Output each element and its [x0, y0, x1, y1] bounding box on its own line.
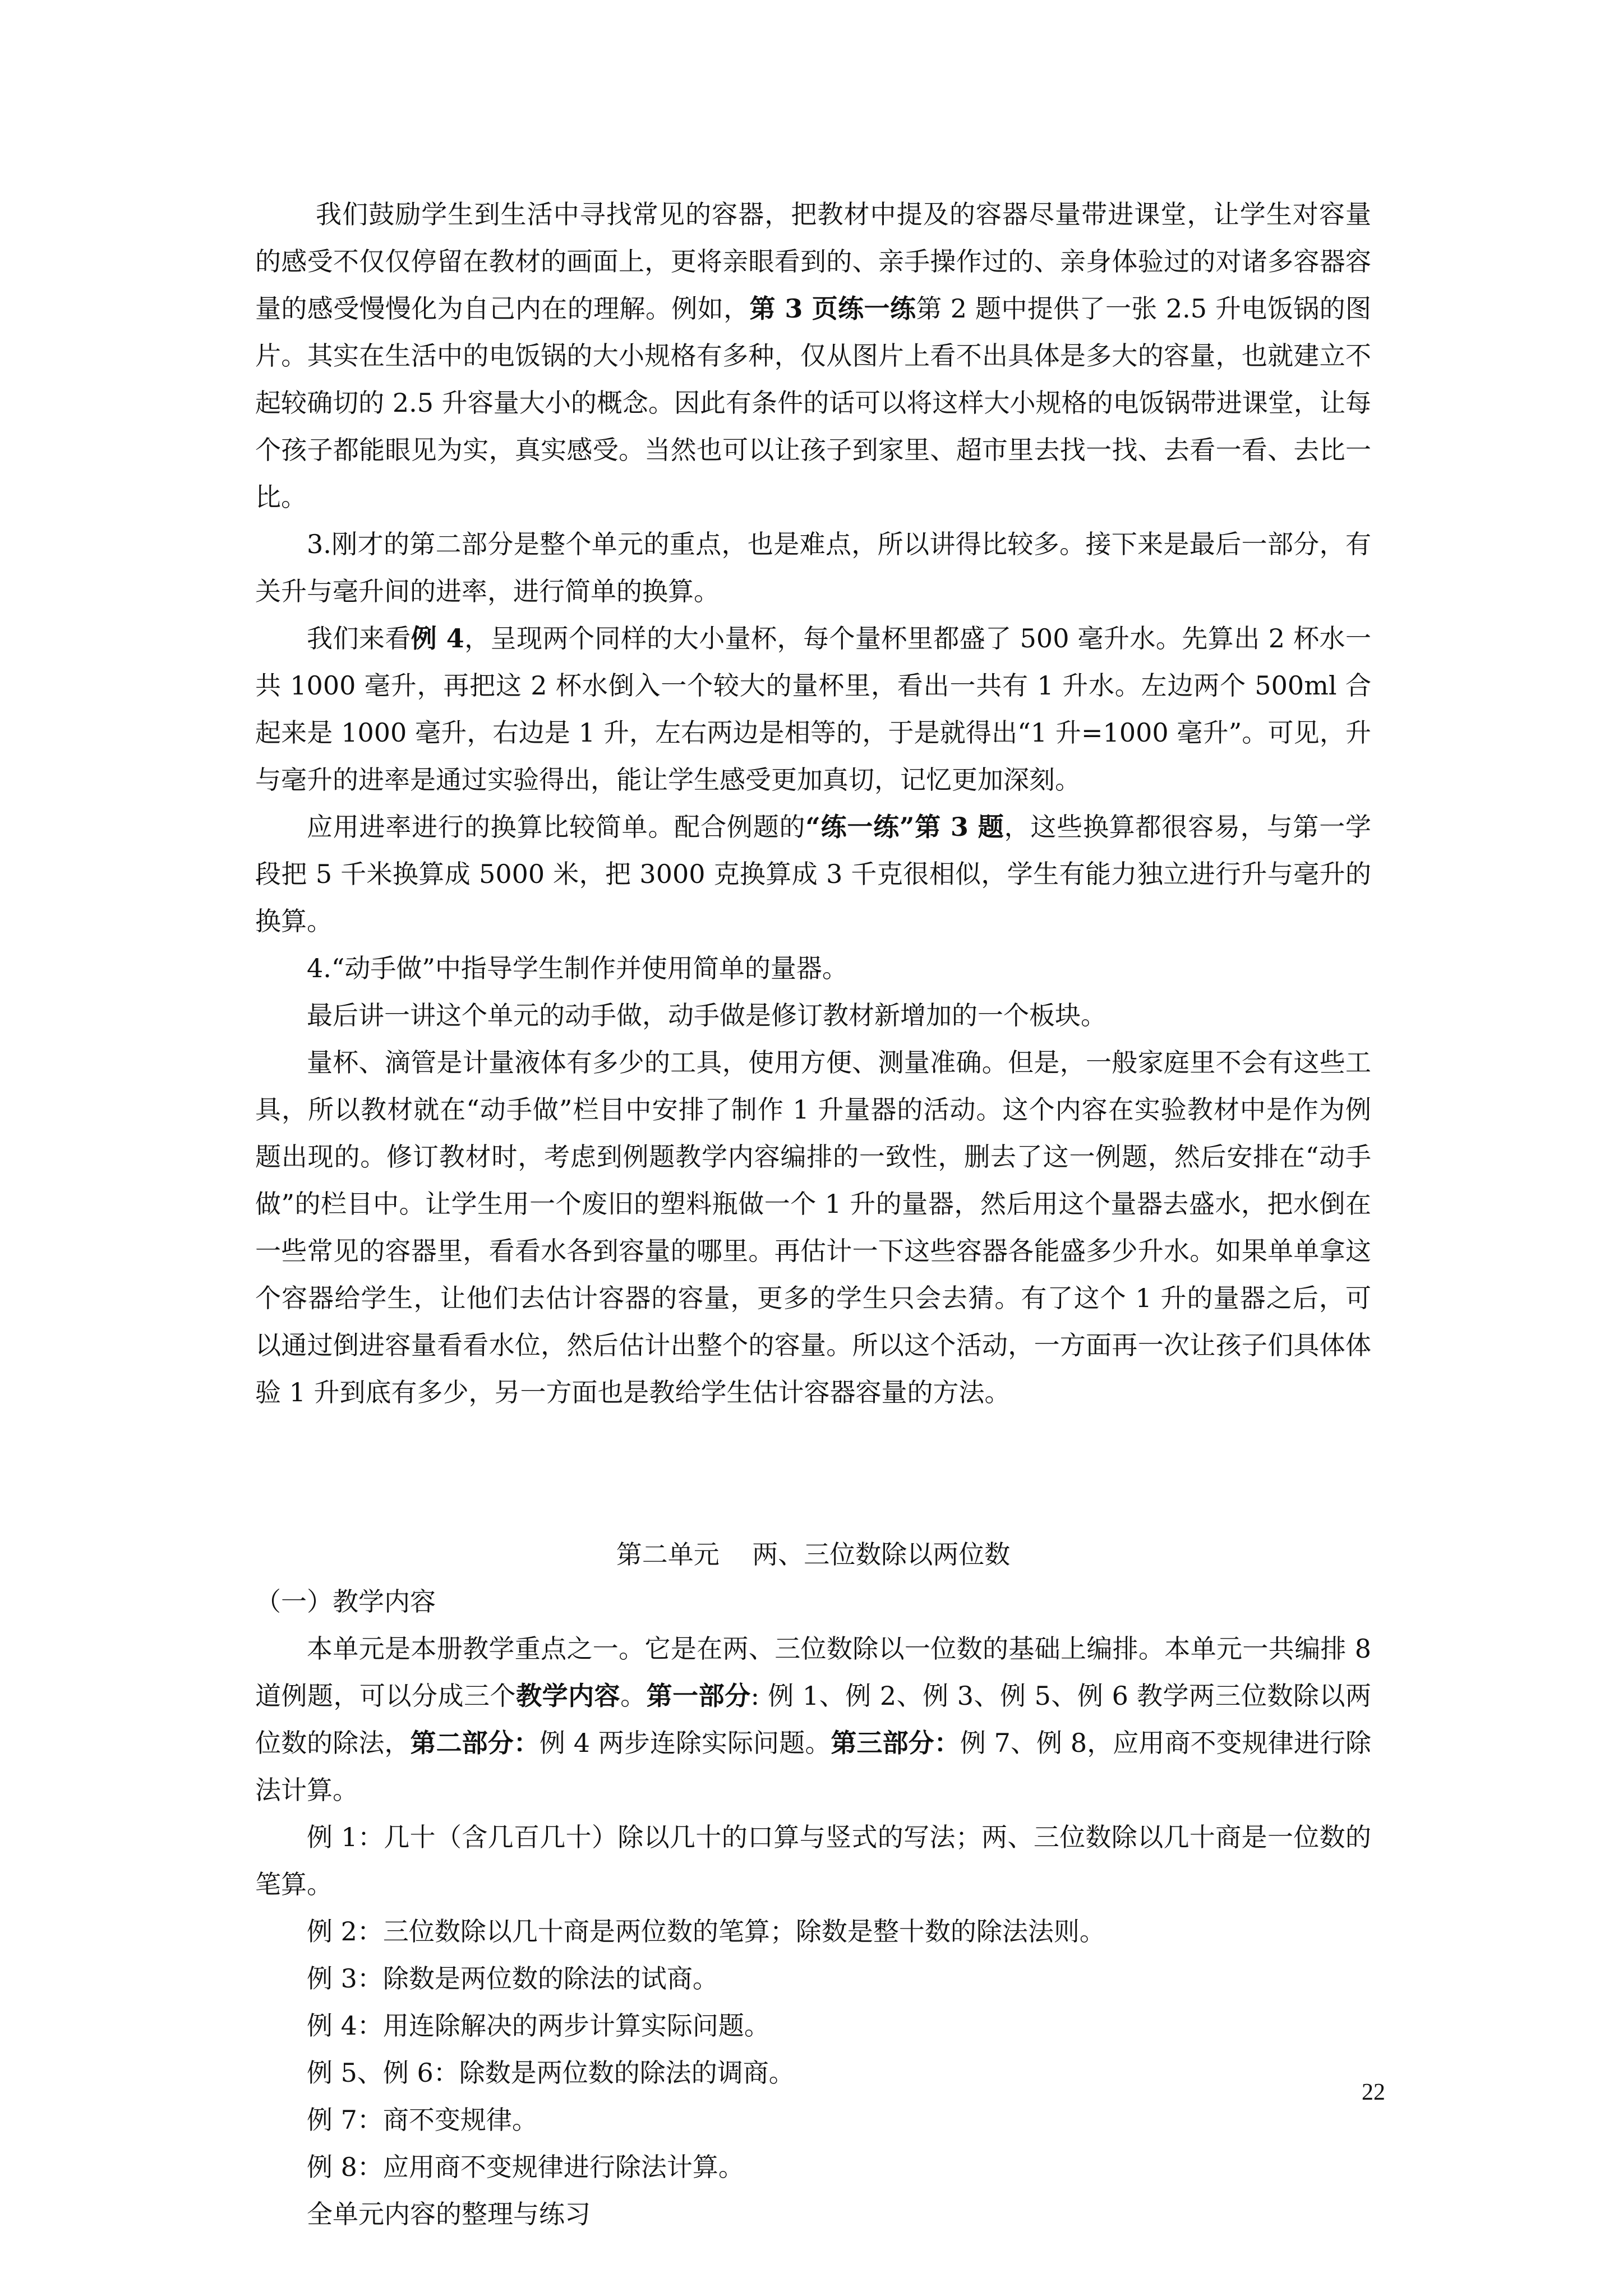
- text-run: 全单元内容的整理与练习: [307, 2199, 591, 2229]
- paragraph: [255, 945, 1371, 992]
- section-subheading: （一）教学内容: [255, 1586, 436, 1617]
- text-run: 我们鼓励学生到生活中寻找常见的容器，把教材中提及的容器尽量带进课堂，让学生对容量的感受不仅仅停留在教材的画面上，更将亲眼看到的、亲手操作过的、亲身体验过的对诸多容器容量的感受慢慢化为自己内在的理解。例如，: [255, 199, 1371, 324]
- paragraph: [255, 2049, 1371, 2096]
- bold-text: 例 4: [411, 623, 464, 654]
- text-run: 量杯、滴管是计量液体有多少的工具，使用方便、测量准确。但是，一般家庭里不会有这些工具，所以教材就在“动手做”栏目中安排了制作 1 升量器的活动。这个内容在实验教材中是作为例题出现的。修订教材时，考虑到例题教学内容编排的一致性，删去了这一例题，然后安排在“动手做”的栏目中。让学生用一个废旧的塑料瓶做一个 1 升的量器，然后用这个量器去盛水，把水倒在一些常见的容器里，看看水各到容量的哪里。再估计一下这些容器各能盛多少升水。如果单单拿这个容器给学生，让他们去估计容器的容量，更多的学生只会去猜。有了这个 1 升的量器之后，可以通过倒进容量看看水位，然后估计出整个的容量。所以这个活动，一方面再一次让孩子们具体体验 1 升到底有多少，另一方面也是教给学生估计容器容量的方法。: [255, 1047, 1371, 1407]
- paragraph: [255, 992, 1371, 1039]
- text-run: 最后讲一讲这个单元的动手做，动手做是修订教材新增加的一个板块。: [307, 1000, 1106, 1030]
- bold-text: 第三部分：: [831, 1728, 960, 1758]
- text-run: 第 2 题中提供了一张 2.5 升电饭锅的图片。其实在生活中的电饭锅的大小规格有多种，仅从图片上看不出具体是多大的容量，也就建立不起较确切的 2.5 升容量大小的概念。因此有条件的话可以将这样大小规格的电饭锅带进课堂，让每个孩子都能眼见为实，真实感受。当然也可以让孩子到家里、超市里去找一找、去看一看、去比一比。: [255, 293, 1371, 512]
- text-run: 例 4：用连除解决的两步计算实际问题。: [307, 2010, 770, 2041]
- text-run: 4.“动手做”中指导学生制作并使用简单的量器。: [307, 953, 848, 983]
- bold-text: 第 3 页练一练: [749, 293, 916, 324]
- text-run: 例 2：三位数除以几十商是两位数的笔算；除数是整十数的除法法则。: [307, 1916, 1105, 1947]
- text-run: 例 8：应用商不变规律进行除法计算。: [307, 2152, 744, 2182]
- top-paragraphs: [255, 191, 1371, 1416]
- paragraph: [255, 1039, 1371, 1416]
- text-run: 例 7、例 8，应用商不变规律进行除法计算。: [255, 1728, 1372, 1805]
- text-run: 例 4 两步连除实际问题。: [539, 1728, 831, 1758]
- text-run: 应用进率进行的换算比较简单。配合例题的: [307, 812, 806, 842]
- paragraph: [255, 803, 1371, 945]
- section-gap: [255, 1416, 1371, 1531]
- bold-text: 第二部分：: [410, 1728, 540, 1758]
- text-run: 例 3：除数是两位数的除法的试商。: [307, 1963, 718, 1994]
- text-run: 。: [620, 1681, 647, 1711]
- page-number: 22: [1362, 2079, 1385, 2105]
- text-run: 3.刚才的第二部分是整个单元的重点，也是难点，所以讲得比较多。接下来是最后一部分，有关升与毫升间的进率，进行简单的换算。: [255, 529, 1371, 606]
- bold-text: 第一部分: [646, 1681, 751, 1711]
- text-run: ，呈现两个同样的大小量杯，每个量杯里都盛了 500 毫升水。先算出 2 杯水一共 1000 毫升，再把这 2 杯水倒入一个较大的量杯里，看出一共有 1 升水。左边两个 500ml 合起来是 1000 毫升，右边是 1 升，左右两边是相等的，于是就得出“1 升=1000 毫升”。可见，升与毫升的进率是通过实验得出，能让学生感受更加真切，记忆更加深刻。: [255, 623, 1371, 795]
- paragraph: [255, 2191, 1371, 2238]
- bold-text: 教学内容: [516, 1681, 621, 1711]
- text-run: 我们来看: [307, 623, 411, 654]
- paragraph: [255, 191, 1371, 521]
- text-run: 本单元是本册教学重点之一。它是在两、三位数除以一位数的基础上编排。本单元一共编排 8 道例题，可以分成三个: [255, 1634, 1371, 1711]
- paragraph: [255, 2096, 1371, 2143]
- paragraph: [255, 2002, 1371, 2049]
- text-run: 例 7：商不变规律。: [307, 2105, 538, 2135]
- text-run: 例 5、例 6：除数是两位数的除法的调商。: [307, 2058, 795, 2088]
- paragraph: [255, 1814, 1371, 1908]
- page-content: [255, 191, 1371, 2238]
- paragraph: [255, 2143, 1371, 2191]
- bold-text: “练一练”第 3 题: [805, 812, 1004, 842]
- paragraph: [255, 1908, 1371, 1955]
- text-run: : 例 1、例 2、例 3、例 5、例 6 教学两三位数除以两位数的除法，: [255, 1681, 1372, 1758]
- paragraph: [255, 615, 1371, 803]
- bottom-paragraphs: [255, 1625, 1371, 2238]
- paragraph: [255, 521, 1371, 615]
- paragraph: [255, 1955, 1371, 2002]
- text-run: 例 1：几十（含几百几十）除以几十的口算与竖式的写法；两、三位数除以几十商是一位数的笔算。: [255, 1822, 1371, 1899]
- text-run: ，这些换算都很容易，与第一学段把 5 千米换算成 5000 米，把 3000 克换算成 3 千克很相似，学生有能力独立进行升与毫升的换算。: [255, 812, 1372, 936]
- paragraph: [255, 1625, 1371, 1814]
- section-title: 第二单元 两、三位数除以两位数: [616, 1539, 1011, 1570]
